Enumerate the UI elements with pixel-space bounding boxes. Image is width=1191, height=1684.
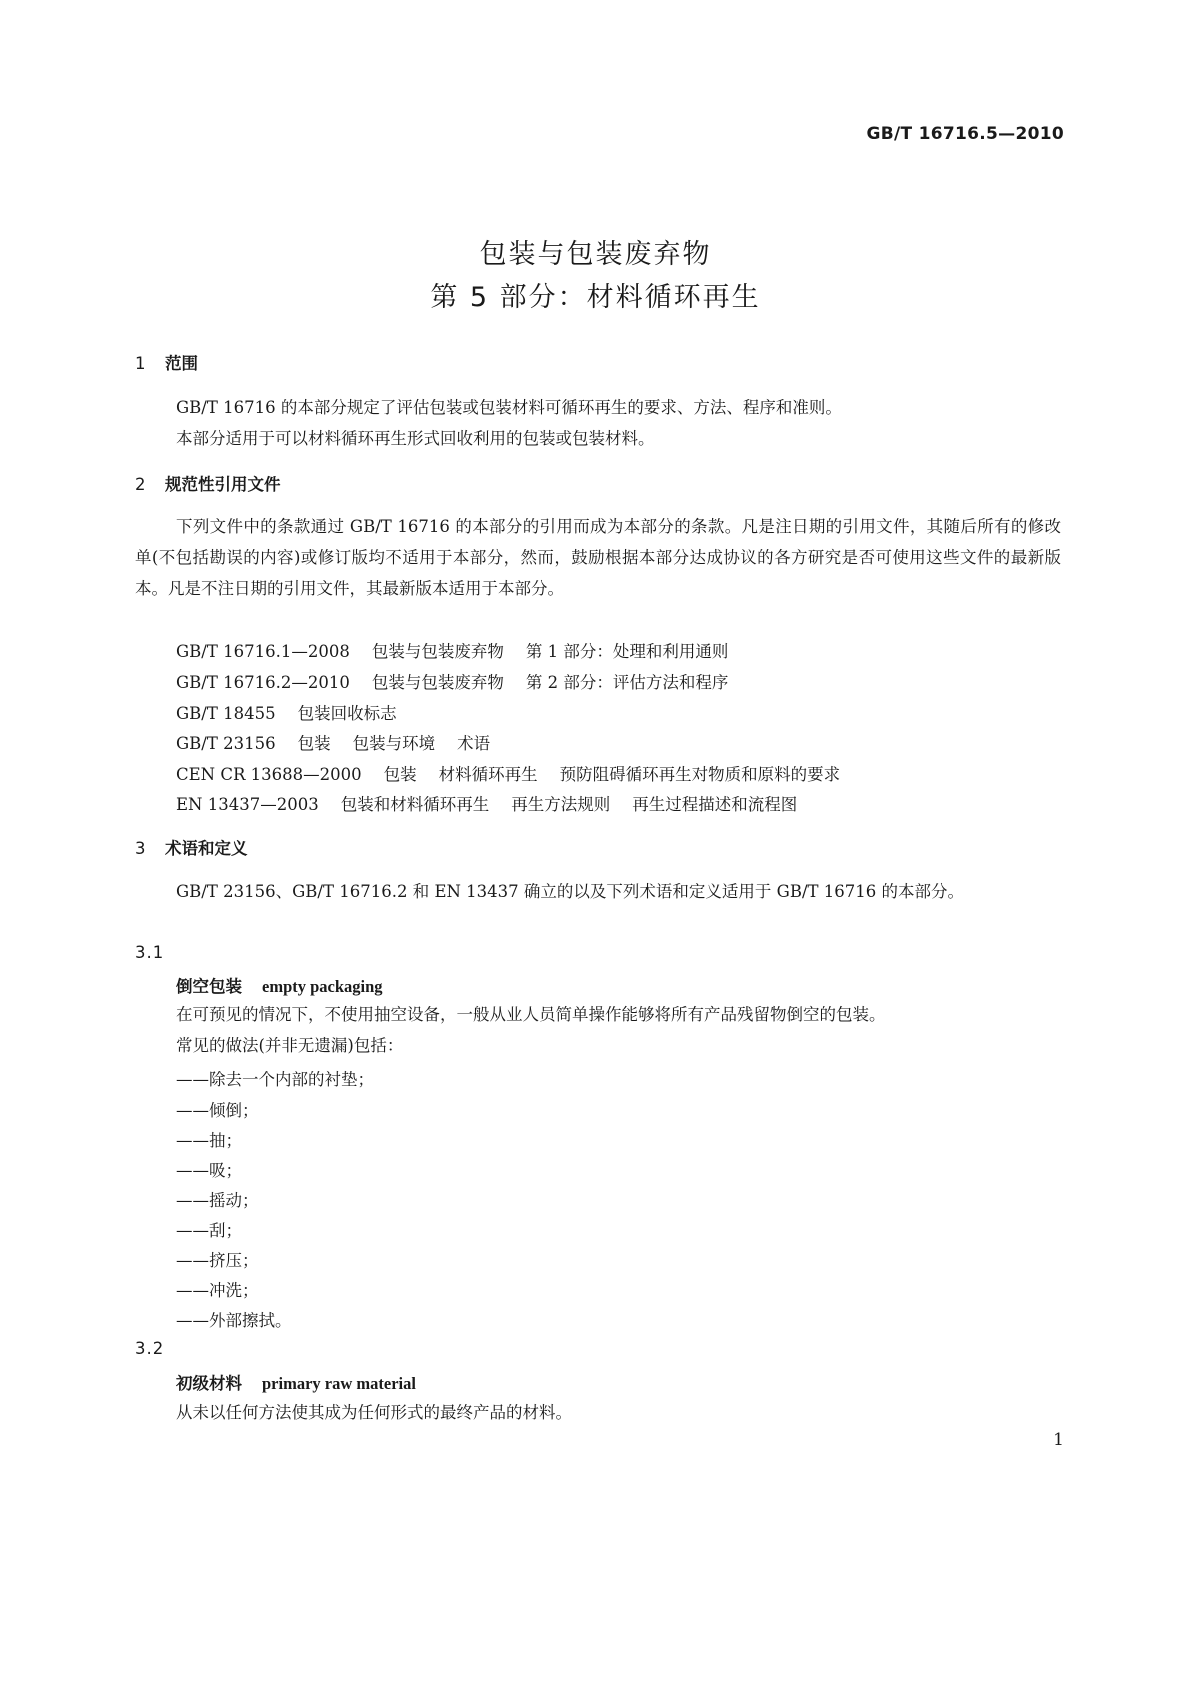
reference-item: GB/T 16716.1—2008 包装与包装废弃物 第 1 部分：处理和利用通则	[176, 642, 729, 661]
term-definition: 从未以任何方法使其成为任何形式的最终产品的材料。	[176, 1403, 572, 1422]
document-title: 包装与包装废弃物	[479, 239, 712, 270]
section-number: 2	[135, 475, 146, 494]
section-1-heading	[135, 350, 198, 374]
section-2-heading	[135, 471, 281, 495]
reference-item: GB/T 23156 包装 包装与环境 术语	[176, 734, 491, 753]
reference-item: CEN CR 13688—2000 包装 材料循环再生 预防阻碍循环再生对物质和原料的要求	[176, 765, 841, 784]
list-item: ——抽；	[176, 1131, 242, 1150]
section-number: 3	[135, 839, 146, 858]
clause-number: 3.2	[135, 1339, 165, 1358]
standard-number: GB/T 16716.5—2010	[866, 124, 1064, 144]
list-item: ——倾倒；	[176, 1101, 259, 1120]
document-subtitle: 第 5 部分：材料循环再生	[430, 282, 761, 313]
section-title: 术语和定义	[165, 839, 248, 858]
term-en: primary raw material	[262, 1374, 416, 1393]
reference-item: GB/T 16716.2—2010 包装与包装废弃物 第 2 部分：评估方法和程序	[176, 673, 729, 692]
term-entry	[176, 1370, 416, 1394]
list-item: ——冲洗；	[176, 1281, 259, 1300]
term-en: empty packaging	[262, 977, 383, 996]
paragraph: 本部分适用于可以材料循环再生形式回收利用的包装或包装材料。	[176, 429, 655, 448]
list-item: ——除去一个内部的衬垫；	[176, 1070, 374, 1089]
term-zh: 初级材料	[176, 1374, 242, 1393]
list-item: ——外部擦拭。	[176, 1311, 292, 1330]
section-number: 1	[135, 354, 146, 373]
clause-number: 3.1	[135, 943, 165, 962]
list-item: ——吸；	[176, 1161, 242, 1180]
term-zh: 倒空包装	[176, 977, 242, 996]
reference-item: EN 13437—2003 包装和材料循环再生 再生方法规则 再生过程描述和流程图	[176, 795, 798, 814]
term-definition: 在可预见的情况下，不使用抽空设备，一般从业人员简单操作能够将所有产品残留物倒空的包装。	[176, 1005, 886, 1024]
list-item: ——刮；	[176, 1221, 242, 1240]
paragraph: GB/T 23156、GB/T 16716.2 和 EN 13437 确立的以及下列术语和定义适用于 GB/T 16716 的本部分。	[176, 882, 964, 901]
list-item: ——摇动；	[176, 1191, 259, 1210]
term-note: 常见的做法(并非无遗漏)包括：	[176, 1036, 404, 1055]
term-entry	[176, 973, 383, 997]
list-item: ——挤压；	[176, 1251, 259, 1270]
paragraph: 下列文件中的条款通过 GB/T 16716 的本部分的引用而成为本部分的条款。凡是注日期的引用文件，其随后所有的修改单(不包括勘误的内容)或修订版均不适用于本部分，然而，鼓励根据本部分达成协议的各方研究是否可使用这些文件的最新版本。凡是不注日期的引用文件，其最新版本适用于本部分。	[135, 517, 1061, 598]
page-number: 1	[1053, 1430, 1064, 1450]
reference-item: GB/T 18455 包装回收标志	[176, 704, 397, 723]
section-3-heading	[135, 835, 248, 859]
paragraph: GB/T 16716 的本部分规定了评估包装或包装材料可循环再生的要求、方法、程序和准则。	[176, 398, 842, 417]
section-title: 范围	[165, 354, 198, 373]
section-title: 规范性引用文件	[165, 475, 281, 494]
